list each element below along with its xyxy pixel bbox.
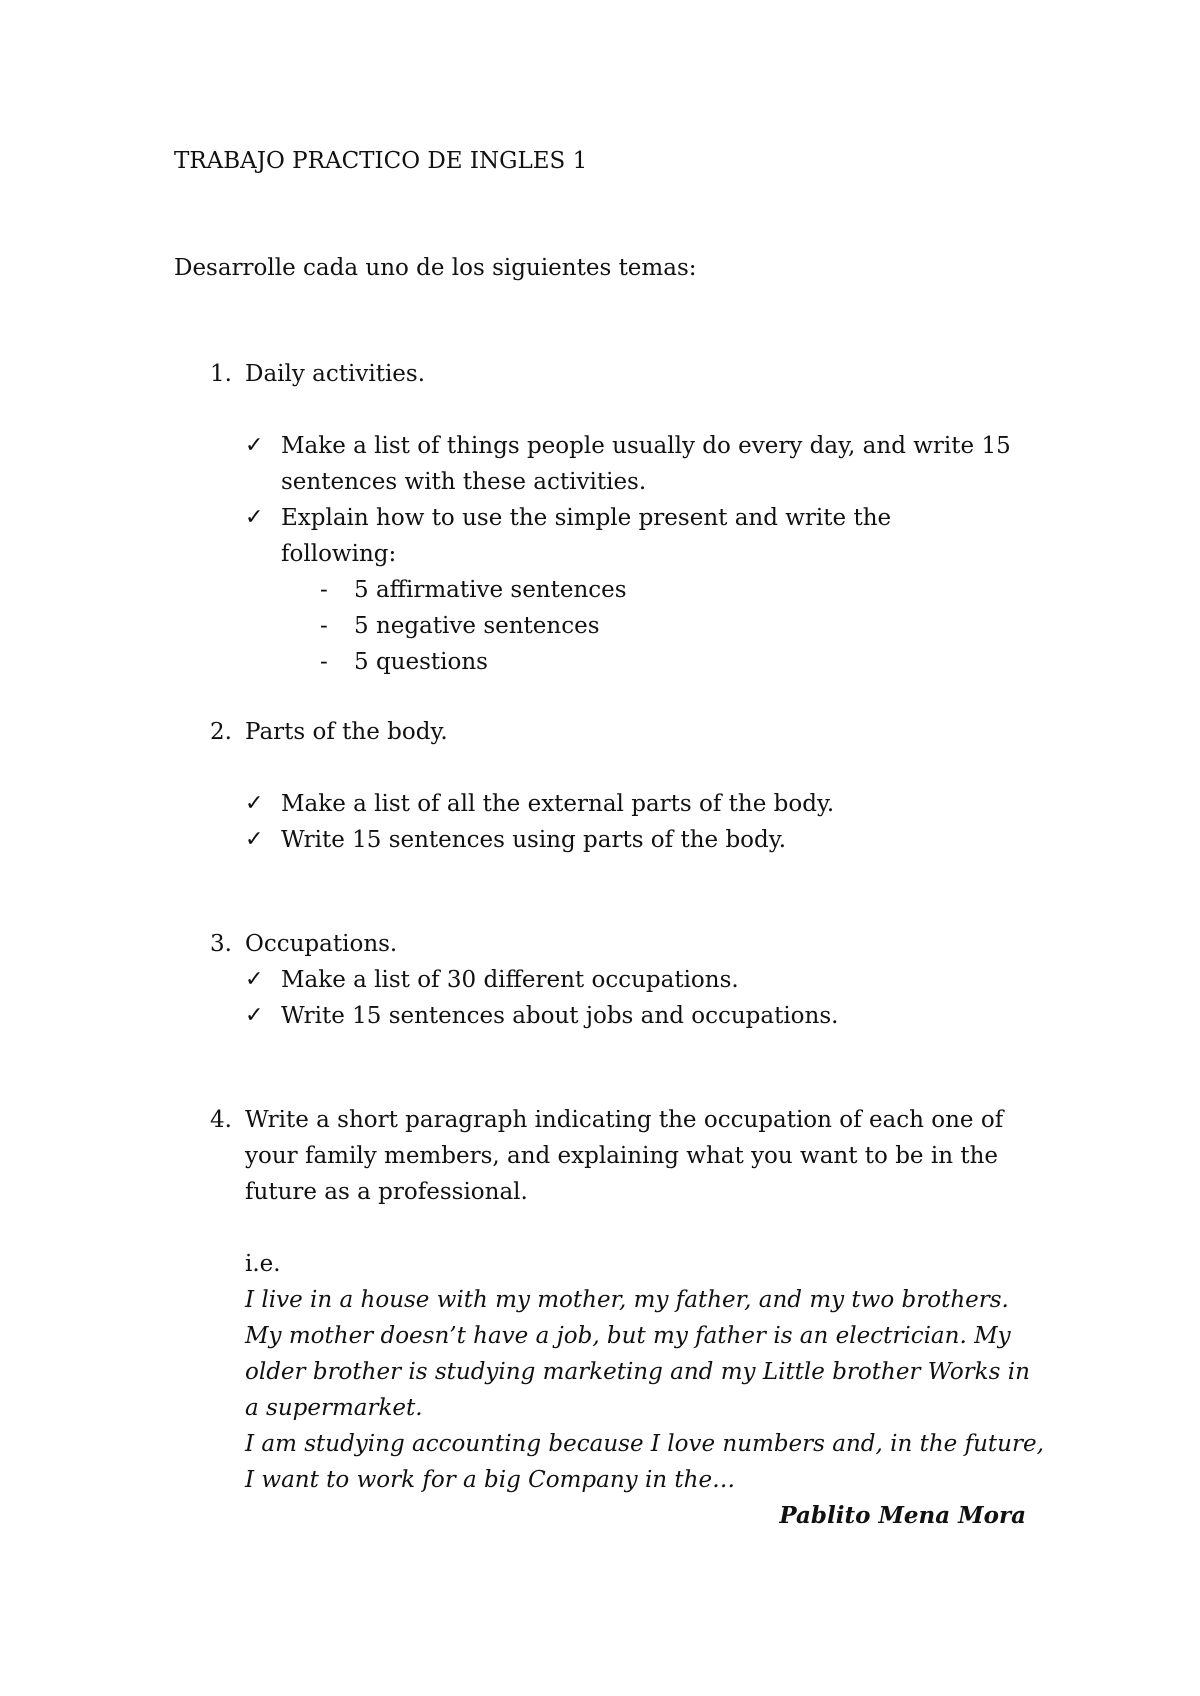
check-item-line: Make a list of 30 different occupations. — [281, 967, 739, 993]
check-item-line: Write 15 sentences using parts of the body. — [281, 827, 787, 853]
section-heading: Occupations. — [245, 931, 398, 957]
dash-bullet: - — [320, 613, 328, 639]
sub-item: 5 negative sentences — [354, 613, 600, 639]
section-number: 2. — [210, 719, 232, 745]
example-line: a supermarket. — [245, 1395, 423, 1421]
sub-item: 5 affirmative sentences — [354, 577, 627, 603]
check-item-line: Explain how to use the simple present and write the — [281, 505, 892, 531]
checkmark-icon: ✓ — [245, 967, 264, 992]
sub-item: 5 questions — [354, 649, 488, 675]
example-line: I live in a house with my mother, my father, and my two brothers. — [245, 1287, 1009, 1313]
checkmark-icon: ✓ — [245, 505, 264, 530]
section-number: 3. — [210, 931, 232, 957]
check-item-line: Make a list of all the external parts of the body. — [281, 791, 835, 817]
example-label: i.e. — [245, 1251, 281, 1277]
section-heading-line: Write a short paragraph indicating the occupation of each one of — [245, 1107, 1004, 1133]
check-item-line: following: — [281, 541, 397, 567]
checkmark-icon: ✓ — [245, 827, 264, 852]
checkmark-icon: ✓ — [245, 433, 264, 458]
section-heading: Parts of the body. — [245, 719, 448, 745]
check-item-line: Make a list of things people usually do every day, and write 15 — [281, 433, 1011, 459]
dash-bullet: - — [320, 577, 328, 603]
intro-text: Desarrolle cada uno de los siguientes temas: — [174, 255, 697, 281]
signature: Pablito Mena Mora — [779, 1502, 1026, 1529]
section-heading-line: future as a professional. — [245, 1179, 528, 1205]
example-line: My mother doesn’t have a job, but my father is an electrician. My — [245, 1323, 1011, 1349]
checkmark-icon: ✓ — [245, 1003, 264, 1028]
example-line: older brother is studying marketing and my Little brother Works in — [245, 1359, 1030, 1385]
section-heading-line: your family members, and explaining what you want to be in the — [245, 1143, 998, 1169]
dash-bullet: - — [320, 649, 328, 675]
section-heading: Daily activities. — [245, 361, 426, 387]
section-number: 4. — [210, 1107, 232, 1133]
check-item-line: sentences with these activities. — [281, 469, 647, 495]
check-item-line: Write 15 sentences about jobs and occupations. — [281, 1003, 839, 1029]
checkmark-icon: ✓ — [245, 791, 264, 816]
document-title: TRABAJO PRACTICO DE INGLES 1 — [174, 148, 588, 174]
example-line: I am studying accounting because I love numbers and, in the future, — [245, 1431, 1044, 1457]
section-number: 1. — [210, 361, 232, 387]
example-line: I want to work for a big Company in the… — [245, 1467, 736, 1493]
